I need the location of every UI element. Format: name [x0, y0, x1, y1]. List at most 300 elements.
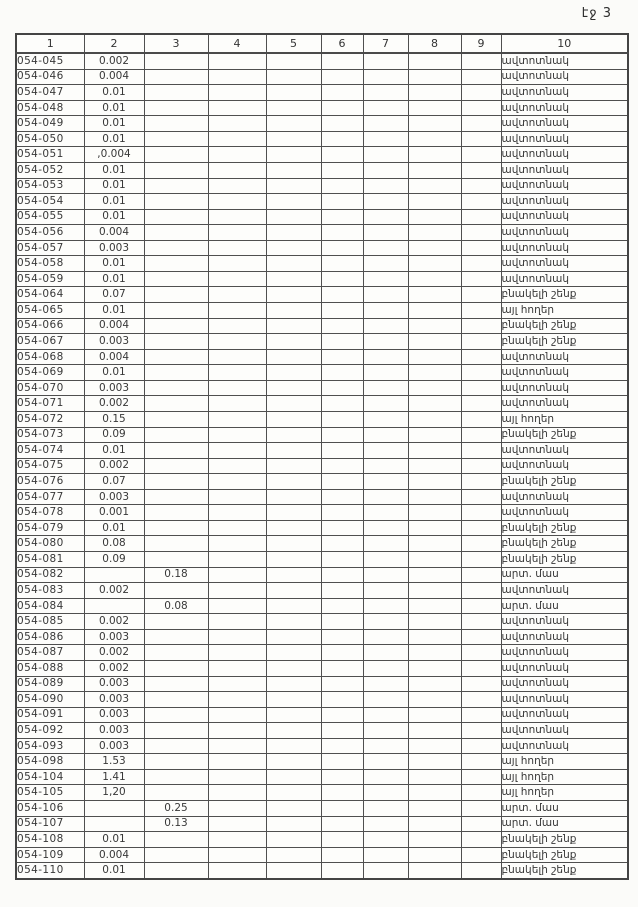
cell-parcel-code: 054-086 — [16, 629, 84, 645]
cell-empty — [321, 816, 363, 832]
cell-empty — [208, 832, 266, 848]
cell-land-use-type: ավտոտնակ — [501, 194, 628, 210]
cell-empty — [208, 131, 266, 147]
cell-empty — [363, 162, 408, 178]
cell-area-value: 0.01 — [84, 131, 144, 147]
cell-empty — [461, 645, 501, 661]
cell-area-value-alt — [144, 178, 208, 194]
cell-empty — [461, 396, 501, 412]
cell-empty — [461, 520, 501, 536]
cell-empty — [321, 847, 363, 863]
cell-empty — [208, 318, 266, 334]
cell-empty — [461, 847, 501, 863]
column-header: 5 — [266, 34, 321, 53]
cell-empty — [363, 738, 408, 754]
cell-empty — [321, 769, 363, 785]
cell-land-use-type: արտ. մաս — [501, 567, 628, 583]
cell-area-value-alt — [144, 209, 208, 225]
cell-empty — [461, 53, 501, 69]
cell-empty — [363, 676, 408, 692]
cell-parcel-code: 054-073 — [16, 427, 84, 443]
cell-parcel-code: 054-106 — [16, 801, 84, 817]
cell-empty — [363, 411, 408, 427]
cell-empty — [266, 100, 321, 116]
table-row — [16, 458, 628, 474]
cell-empty — [461, 474, 501, 490]
cell-empty — [461, 303, 501, 319]
cell-empty — [461, 209, 501, 225]
cell-empty — [266, 738, 321, 754]
cell-empty — [408, 536, 461, 552]
cell-area-value: 1.53 — [84, 754, 144, 770]
table-row — [16, 832, 628, 848]
cell-empty — [461, 567, 501, 583]
cell-empty — [208, 645, 266, 661]
cell-empty — [208, 660, 266, 676]
cell-area-value-alt — [144, 194, 208, 210]
cell-land-use-type: ավտոտնակ — [501, 505, 628, 521]
cell-empty — [208, 396, 266, 412]
cell-area-value: 0.003 — [84, 629, 144, 645]
cell-empty — [321, 536, 363, 552]
cell-empty — [321, 801, 363, 817]
cell-empty — [208, 769, 266, 785]
cell-area-value: 0.002 — [84, 645, 144, 661]
cell-empty — [363, 69, 408, 85]
cell-empty — [266, 131, 321, 147]
cell-area-value-alt — [144, 707, 208, 723]
cell-parcel-code: 054-053 — [16, 178, 84, 194]
table-row — [16, 863, 628, 879]
cell-empty — [461, 754, 501, 770]
cell-area-value-alt — [144, 116, 208, 132]
cell-empty — [266, 660, 321, 676]
cell-land-use-type: արտ. մաս — [501, 598, 628, 614]
cell-empty — [461, 194, 501, 210]
cell-parcel-code: 054-057 — [16, 240, 84, 256]
cell-area-value-alt — [144, 785, 208, 801]
cell-empty — [363, 194, 408, 210]
table-row — [16, 847, 628, 863]
cell-empty — [321, 194, 363, 210]
cell-parcel-code: 054-050 — [16, 131, 84, 147]
cell-empty — [266, 318, 321, 334]
table-row — [16, 598, 628, 614]
cell-parcel-code: 054-092 — [16, 723, 84, 739]
cell-empty — [266, 489, 321, 505]
cell-empty — [208, 194, 266, 210]
cell-land-use-type: ավտոտնակ — [501, 349, 628, 365]
cell-parcel-code: 054-065 — [16, 303, 84, 319]
cell-land-use-type: ավտոտնակ — [501, 676, 628, 692]
cell-area-value — [84, 801, 144, 817]
cell-empty — [461, 411, 501, 427]
cell-empty — [266, 474, 321, 490]
cell-empty — [408, 676, 461, 692]
cell-land-use-type: այլ հողեր — [501, 303, 628, 319]
cell-empty — [321, 256, 363, 272]
cell-land-use-type: ավտոտնակ — [501, 692, 628, 708]
cell-empty — [266, 116, 321, 132]
cell-empty — [363, 318, 408, 334]
cell-empty — [266, 598, 321, 614]
cell-area-value-alt — [144, 505, 208, 521]
cell-area-value-alt — [144, 318, 208, 334]
cell-empty — [208, 738, 266, 754]
cell-parcel-code: 054-084 — [16, 598, 84, 614]
cell-empty — [461, 162, 501, 178]
table-row — [16, 785, 628, 801]
cell-empty — [363, 380, 408, 396]
cell-empty — [208, 240, 266, 256]
cell-land-use-type: ավտոտնակ — [501, 225, 628, 241]
cell-area-value: 0.003 — [84, 240, 144, 256]
cell-parcel-code: 054-080 — [16, 536, 84, 552]
column-header: 3 — [144, 34, 208, 53]
cell-empty — [363, 365, 408, 381]
cell-land-use-type: ավտոտնակ — [501, 209, 628, 225]
cell-empty — [408, 614, 461, 630]
cell-parcel-code: 054-068 — [16, 349, 84, 365]
cell-land-use-type: բնակելի շենք — [501, 427, 628, 443]
cell-empty — [208, 287, 266, 303]
cell-empty — [363, 598, 408, 614]
cell-empty — [321, 240, 363, 256]
cell-empty — [266, 365, 321, 381]
cell-empty — [408, 209, 461, 225]
column-header: 10 — [501, 34, 628, 53]
cell-empty — [408, 583, 461, 599]
cell-land-use-type: այլ հողեր — [501, 769, 628, 785]
cell-area-value: 0.002 — [84, 660, 144, 676]
cell-empty — [266, 645, 321, 661]
cell-empty — [208, 598, 266, 614]
cell-empty — [266, 567, 321, 583]
table-row — [16, 474, 628, 490]
cell-area-value-alt — [144, 520, 208, 536]
cell-empty — [208, 614, 266, 630]
cell-area-value: 0.01 — [84, 365, 144, 381]
table-row — [16, 303, 628, 319]
cell-parcel-code: 054-052 — [16, 162, 84, 178]
cell-empty — [363, 707, 408, 723]
cell-area-value: 0.01 — [84, 303, 144, 319]
cell-empty — [408, 489, 461, 505]
cell-empty — [363, 660, 408, 676]
cell-area-value-alt — [144, 147, 208, 163]
table-row — [16, 614, 628, 630]
cell-empty — [266, 692, 321, 708]
table-row — [16, 552, 628, 568]
cell-empty — [321, 271, 363, 287]
cell-empty — [408, 520, 461, 536]
cell-empty — [461, 365, 501, 381]
cell-empty — [461, 287, 501, 303]
cell-empty — [363, 489, 408, 505]
cell-empty — [321, 738, 363, 754]
parcel-data-table — [15, 33, 629, 880]
cell-area-value-alt — [144, 754, 208, 770]
cell-empty — [461, 552, 501, 568]
cell-empty — [408, 660, 461, 676]
cell-empty — [266, 194, 321, 210]
cell-area-value — [84, 598, 144, 614]
cell-parcel-code: 054-082 — [16, 567, 84, 583]
cell-parcel-code: 054-051 — [16, 147, 84, 163]
cell-parcel-code: 054-058 — [16, 256, 84, 272]
cell-land-use-type: արտ. մաս — [501, 816, 628, 832]
cell-empty — [208, 785, 266, 801]
cell-area-value: 0.003 — [84, 676, 144, 692]
cell-land-use-type: բնակելի շենք — [501, 520, 628, 536]
cell-area-value: ,0.004 — [84, 147, 144, 163]
cell-empty — [208, 676, 266, 692]
cell-empty — [208, 567, 266, 583]
cell-empty — [266, 69, 321, 85]
cell-empty — [461, 692, 501, 708]
cell-empty — [461, 863, 501, 879]
cell-empty — [208, 85, 266, 101]
cell-empty — [208, 178, 266, 194]
cell-empty — [321, 692, 363, 708]
cell-empty — [321, 458, 363, 474]
cell-parcel-code: 054-069 — [16, 365, 84, 381]
cell-empty — [208, 53, 266, 69]
cell-land-use-type: ավտոտնակ — [501, 85, 628, 101]
cell-empty — [408, 271, 461, 287]
cell-area-value-alt: 0.08 — [144, 598, 208, 614]
cell-area-value-alt — [144, 240, 208, 256]
cell-area-value-alt — [144, 536, 208, 552]
cell-empty — [266, 723, 321, 739]
column-header: 6 — [321, 34, 363, 53]
cell-empty — [461, 147, 501, 163]
cell-empty — [363, 567, 408, 583]
cell-empty — [266, 629, 321, 645]
cell-empty — [363, 303, 408, 319]
cell-empty — [208, 629, 266, 645]
cell-area-value-alt — [144, 723, 208, 739]
column-header: 1 — [16, 34, 84, 53]
cell-area-value: 0.01 — [84, 100, 144, 116]
cell-land-use-type: ավտոտնակ — [501, 645, 628, 661]
cell-land-use-type: բնակելի շենք — [501, 847, 628, 863]
cell-empty — [208, 162, 266, 178]
cell-area-value: 0.003 — [84, 334, 144, 350]
table-row — [16, 53, 628, 69]
column-header: 2 — [84, 34, 144, 53]
cell-area-value-alt — [144, 100, 208, 116]
cell-land-use-type: բնակելի շենք — [501, 318, 628, 334]
cell-empty — [363, 474, 408, 490]
cell-empty — [408, 769, 461, 785]
cell-empty — [363, 536, 408, 552]
cell-area-value-alt — [144, 271, 208, 287]
cell-empty — [321, 147, 363, 163]
cell-empty — [321, 69, 363, 85]
cell-empty — [321, 318, 363, 334]
cell-empty — [363, 629, 408, 645]
cell-empty — [461, 598, 501, 614]
cell-land-use-type: ավտոտնակ — [501, 100, 628, 116]
cell-area-value-alt — [144, 225, 208, 241]
cell-empty — [461, 660, 501, 676]
table-row — [16, 334, 628, 350]
table-row — [16, 131, 628, 147]
table-row — [16, 567, 628, 583]
cell-empty — [408, 396, 461, 412]
cell-empty — [461, 505, 501, 521]
table-row — [16, 240, 628, 256]
cell-empty — [408, 240, 461, 256]
cell-empty — [461, 785, 501, 801]
cell-empty — [321, 505, 363, 521]
cell-empty — [266, 863, 321, 879]
cell-empty — [461, 225, 501, 241]
cell-empty — [321, 443, 363, 459]
table-row — [16, 396, 628, 412]
cell-empty — [408, 754, 461, 770]
cell-empty — [321, 723, 363, 739]
cell-empty — [363, 53, 408, 69]
cell-empty — [461, 256, 501, 272]
cell-area-value: 0.01 — [84, 194, 144, 210]
cell-area-value-alt — [144, 769, 208, 785]
table-row — [16, 801, 628, 817]
cell-empty — [363, 349, 408, 365]
cell-area-value-alt — [144, 380, 208, 396]
table-row — [16, 365, 628, 381]
cell-empty — [266, 287, 321, 303]
cell-parcel-code: 054-104 — [16, 769, 84, 785]
cell-empty — [321, 411, 363, 427]
table-row — [16, 318, 628, 334]
cell-parcel-code: 054-064 — [16, 287, 84, 303]
cell-empty — [266, 396, 321, 412]
cell-area-value-alt — [144, 411, 208, 427]
cell-land-use-type: բնակելի շենք — [501, 552, 628, 568]
cell-parcel-code: 054-056 — [16, 225, 84, 241]
table-row — [16, 707, 628, 723]
cell-empty — [208, 349, 266, 365]
cell-empty — [363, 754, 408, 770]
cell-empty — [408, 256, 461, 272]
cell-empty — [461, 427, 501, 443]
cell-area-value: 0.01 — [84, 271, 144, 287]
cell-land-use-type: այլ հողեր — [501, 785, 628, 801]
table-row — [16, 271, 628, 287]
cell-area-value: 0.001 — [84, 505, 144, 521]
table-row — [16, 489, 628, 505]
table-row — [16, 209, 628, 225]
cell-empty — [321, 53, 363, 69]
table-row — [16, 629, 628, 645]
cell-parcel-code: 054-083 — [16, 583, 84, 599]
cell-parcel-code: 054-067 — [16, 334, 84, 350]
table-row — [16, 225, 628, 241]
table-row — [16, 816, 628, 832]
cell-empty — [321, 427, 363, 443]
cell-empty — [208, 816, 266, 832]
cell-empty — [266, 614, 321, 630]
cell-empty — [208, 458, 266, 474]
cell-empty — [461, 271, 501, 287]
cell-empty — [363, 287, 408, 303]
cell-empty — [266, 785, 321, 801]
cell-empty — [208, 863, 266, 879]
table-header-row — [16, 34, 628, 53]
cell-empty — [321, 645, 363, 661]
cell-empty — [408, 411, 461, 427]
cell-empty — [321, 85, 363, 101]
cell-empty — [208, 754, 266, 770]
table-row — [16, 100, 628, 116]
cell-empty — [208, 147, 266, 163]
cell-area-value: 0.004 — [84, 69, 144, 85]
cell-empty — [408, 723, 461, 739]
cell-empty — [321, 396, 363, 412]
cell-empty — [408, 458, 461, 474]
cell-land-use-type: բնակելի շենք — [501, 474, 628, 490]
cell-parcel-code: 054-110 — [16, 863, 84, 879]
cell-empty — [408, 303, 461, 319]
cell-parcel-code: 054-091 — [16, 707, 84, 723]
cell-parcel-code: 054-045 — [16, 53, 84, 69]
cell-land-use-type: ավտոտնակ — [501, 380, 628, 396]
cell-empty — [208, 209, 266, 225]
cell-empty — [461, 240, 501, 256]
cell-empty — [461, 85, 501, 101]
cell-area-value: 0.002 — [84, 614, 144, 630]
cell-empty — [321, 334, 363, 350]
cell-area-value-alt: 0.13 — [144, 816, 208, 832]
cell-empty — [266, 178, 321, 194]
cell-empty — [408, 567, 461, 583]
cell-land-use-type: ավտոտնակ — [501, 443, 628, 459]
table-row — [16, 85, 628, 101]
cell-land-use-type: ավտոտնակ — [501, 69, 628, 85]
cell-empty — [321, 287, 363, 303]
cell-parcel-code: 054-048 — [16, 100, 84, 116]
table-row — [16, 443, 628, 459]
cell-area-value: 0.01 — [84, 116, 144, 132]
cell-area-value-alt — [144, 458, 208, 474]
cell-empty — [208, 100, 266, 116]
cell-empty — [461, 131, 501, 147]
cell-empty — [461, 349, 501, 365]
cell-empty — [408, 863, 461, 879]
cell-area-value: 0.002 — [84, 396, 144, 412]
table-row — [16, 536, 628, 552]
cell-land-use-type: արտ. մաս — [501, 801, 628, 817]
cell-empty — [321, 178, 363, 194]
cell-area-value: 0.002 — [84, 458, 144, 474]
cell-empty — [461, 458, 501, 474]
table-row — [16, 162, 628, 178]
cell-area-value-alt: 0.25 — [144, 801, 208, 817]
cell-empty — [408, 100, 461, 116]
cell-area-value-alt — [144, 427, 208, 443]
table-row — [16, 256, 628, 272]
cell-empty — [408, 832, 461, 848]
cell-land-use-type: ավտոտնակ — [501, 178, 628, 194]
table-row — [16, 505, 628, 521]
cell-empty — [208, 520, 266, 536]
cell-area-value: 0.09 — [84, 552, 144, 568]
table-row — [16, 349, 628, 365]
cell-empty — [321, 552, 363, 568]
cell-empty — [461, 380, 501, 396]
